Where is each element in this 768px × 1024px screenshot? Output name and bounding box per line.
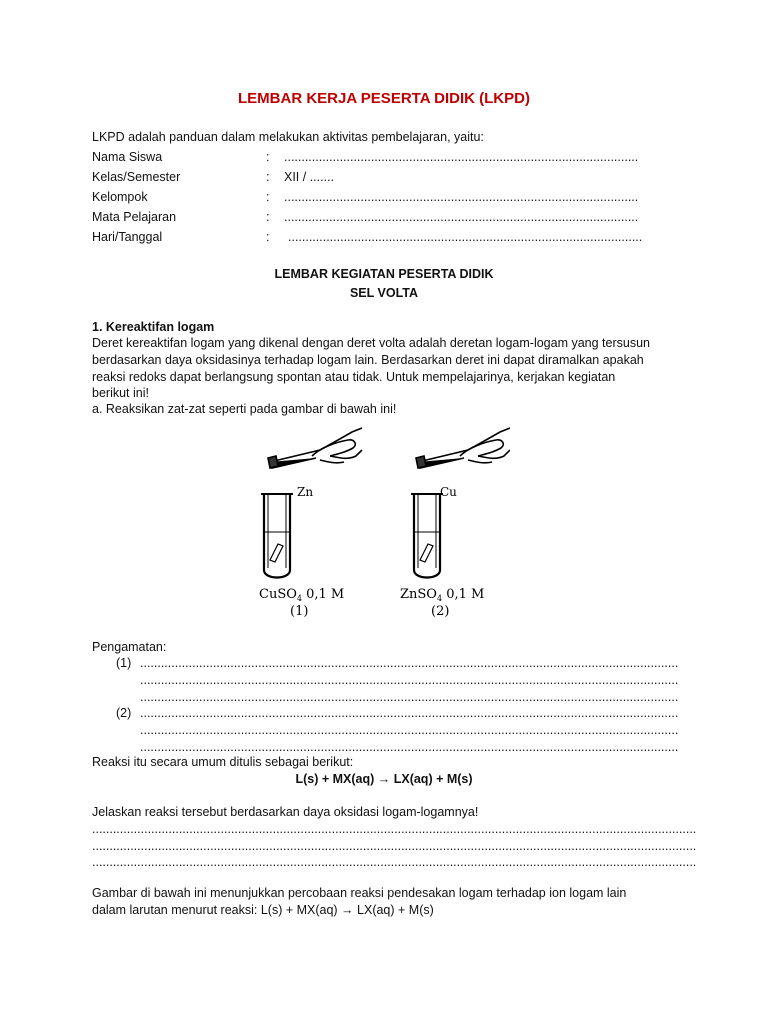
tube-number-left: (1) (290, 604, 309, 619)
solution-label-left: CuSO$_4$ 0,1 M (259, 587, 345, 603)
answer-line[interactable]: .............................................................................................................................................................................. (92, 855, 697, 869)
field-colon: : (266, 210, 270, 224)
experiment-figure (250, 420, 510, 625)
observation-line[interactable]: ........................................................................................................................................................... (140, 723, 679, 737)
instruction-a: a. Reaksikan zat-zat seperti pada gambar di bawah ini! (92, 402, 397, 416)
paragraph-line: berikut ini! (92, 386, 149, 400)
observation-line[interactable]: ........................................................................................................................................................... (140, 656, 679, 670)
closing-line: Gambar di bawah ini menunjukkan percobaan reaksi pendesakan logam terhadap ion logam lain (92, 886, 627, 900)
reaction-intro: Reaksi itu secara umum ditulis sebagai berikut: (92, 755, 354, 769)
section-heading: 1. Kereaktifan logam (92, 320, 215, 334)
subtitle-lkpd: LEMBAR KEGIATAN PESERTA DIDIK (274, 267, 494, 281)
field-colon: : (266, 230, 270, 244)
field-colon: : (266, 170, 270, 184)
test-tube-icon (411, 494, 443, 578)
observation-number: (1) (116, 656, 132, 670)
field-label-mapel: Mata Pelajaran (92, 210, 177, 224)
solution-label-right: ZnSO$_4$ 0,1 M (400, 587, 485, 603)
closing-line: dalam larutan menurut reaksi: L(s) + MX(aq) → LX(aq) + M(s) (92, 903, 434, 917)
field-colon: : (266, 150, 270, 164)
field-colon: : (266, 190, 270, 204)
hand-with-metal-strip-icon (416, 428, 510, 468)
field-value-mapel[interactable]: ...................................................................................................... (284, 210, 639, 224)
answer-line[interactable]: .............................................................................................................................................................................. (92, 822, 697, 836)
observation-line[interactable]: ........................................................................................................................................................... (140, 690, 679, 704)
paragraph-line: reaksi redoks dapat berlangsung spontan atau tidak. Untuk mempelajarinya, kerjakan kegiatan (92, 370, 616, 384)
field-value-nama[interactable]: ...................................................................................................... (284, 150, 639, 164)
reaction-equation: L(s) + MX(aq) → LX(aq) + M(s) (295, 772, 473, 786)
observation-line[interactable]: ........................................................................................................................................................... (140, 740, 679, 754)
subtitle-sel-volta: SEL VOLTA (349, 286, 419, 300)
field-value-kelas[interactable]: XII / ....... (284, 170, 335, 184)
observation-number: (2) (116, 706, 132, 720)
paragraph-line: berdasarkan daya oksidasinya terhadap logam lain. Berdasarkan deret ini dapat diramalkan apakah (92, 353, 644, 367)
observation-line[interactable]: ........................................................................................................................................................... (140, 706, 679, 720)
field-label-kelas: Kelas/Semester (92, 170, 181, 184)
metal-label-cu: Cu (440, 485, 457, 499)
metal-label-zn: Zn (297, 485, 314, 499)
field-value-kelompok[interactable]: ...................................................................................................... (284, 190, 639, 204)
answer-line[interactable]: .............................................................................................................................................................................. (92, 839, 697, 853)
field-label-hari: Hari/Tanggal (92, 230, 163, 244)
observation-line[interactable]: ........................................................................................................................................................... (140, 673, 679, 687)
field-label-nama: Nama Siswa (92, 150, 163, 164)
field-value-hari[interactable]: ...................................................................................................... (288, 230, 643, 244)
explain-prompt: Jelaskan reaksi tersebut berdasarkan daya oksidasi logam-logamnya! (92, 805, 479, 819)
intro-text: LKPD adalah panduan dalam melakukan aktivitas pembelajaran, yaitu: (92, 130, 484, 144)
observation-label: Pengamatan: (92, 640, 167, 654)
page-title: LEMBAR KERJA PESERTA DIDIK (LKPD) (238, 90, 530, 107)
tube-number-right: (2) (431, 604, 450, 619)
field-label-kelompok: Kelompok (92, 190, 148, 204)
hand-with-metal-strip-icon (268, 428, 362, 468)
test-tube-icon (261, 494, 293, 578)
paragraph-line: Deret kereaktifan logam yang dikenal dengan deret volta adalah deretan logam-logam yang tersusun (92, 336, 650, 350)
